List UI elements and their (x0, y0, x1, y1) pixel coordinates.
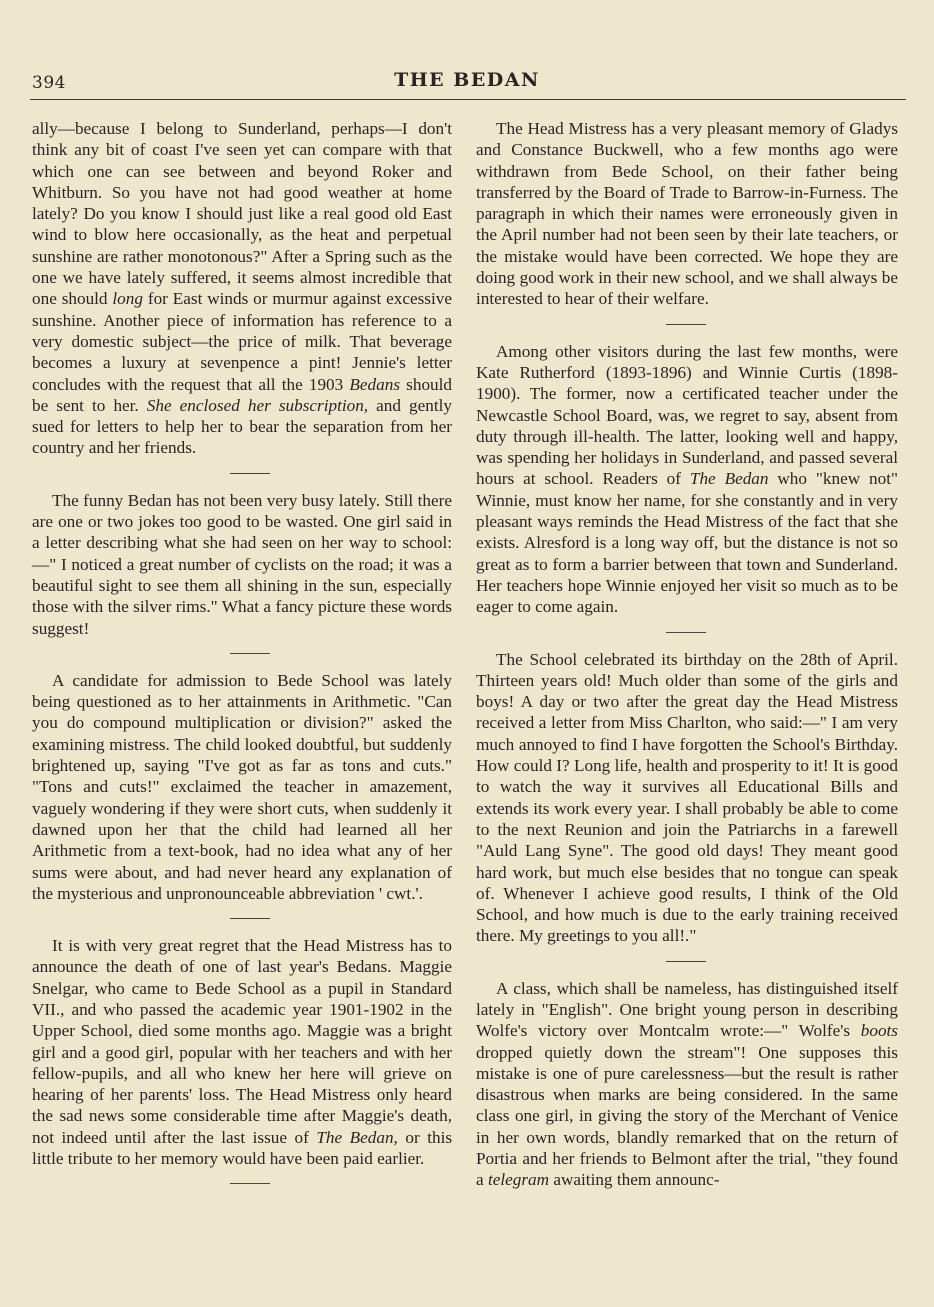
paragraph-tons-and-cuts: A candidate for admission to Bede School was lately being questioned as to her attainments in Arithmetic. "Can you do compound multiplication or division?" asked the examining mistress. The child looked doubtful, but suddenly brightened up, saying "I've got as far as tons and cuts." "Tons and cuts!" exclaimed the teacher in amazement, vaguely wondering if they were short cuts, when suddenly it dawned upon her that the child had learned all her Arithmetic from a text-book, had no idea what any of her sums were about, and had never heard any explanation of the mysterious and unpronounceable abbreviation ' cwt.'. (32, 670, 452, 903)
paragraph-obituary (32, 935, 452, 1169)
paragraph-text: or this little tribute to her memory would have been paid earlier. (32, 1127, 453, 1169)
section-separator (666, 324, 706, 325)
section-separator (230, 473, 270, 474)
paragraph-text: A class, which shall be nameless, has distinguished itself lately in "English". One bright young person in describing Wolfe's victory over Montcalm wrote:—" Wolfe's (476, 978, 898, 1041)
header-rule (30, 99, 906, 100)
paragraph-english-class (476, 978, 898, 1191)
italic-text: Bedans (349, 374, 401, 394)
paragraph-text: awaiting them announc- (553, 1170, 720, 1190)
left-column (32, 118, 452, 1200)
paragraph-school-birthday: The School celebrated its birthday on the 28th of April. Thirteen years old! Much older than some of the girls and boys! A day or two after the great day the Head Mistress received a letter from Miss Charlton, who said:—" I am very much annoyed to find I have forgotten the School's Birthday. How could I? Long life, health and prosperity to it! It is good to watch the way it survives all Educational Bills and extends its work every year. I shall probably be able to come to the next Reunion and join the Patriarchs in a farewell "Auld Lang Syne". The good old days! They meant good hard work, but much else besides that no tongue can speak of. Whenever I achieve good results, I think of the Old School, and how much is due to the early training received there. My greetings to you all!." (476, 649, 898, 946)
italic-text: The Bedan (689, 469, 769, 489)
italic-text: boots (860, 1021, 898, 1041)
paragraph-text: dropped quietly down the stream"! One supposes this mistake is one of pure carelessness—but the result is rather disastrous when marks are being considered. In the same class one girl, in giving the story of the Merchant of Venice in her own words, blandly remarked that on the return of Portia and her friends to Belmont after the trial, "they found a (476, 1042, 898, 1190)
paragraph-text: who "knew not" Winnie, must know her name, for she constantly and in very pleasant ways reminds the Head Mistress of the fact that she exists. Alresford is a long way off, but the distance is not so great as to form a barrier between that town and Sunderland. Her teachers hope Winnie enjoyed her visit so much as to be eager to come again. (476, 469, 898, 617)
right-column (476, 118, 898, 1191)
paragraph-text: ally—because I belong to Sunderland, perhaps—I don't think any bit of coast I've seen yet can compare with that which one can see between and beyond Roker and Whitburn. So you have not had good weather at home lately? Do you know I should just like a real good old East wind to blow here occasionally, as the heat and perpetual sunshine are rather monotonous?" After a Spring such as the one we have lately suffered, it seems almost incredible that one should (32, 119, 452, 309)
paragraph-jennie-letter (32, 118, 452, 459)
page-header (0, 0, 934, 100)
section-separator (230, 918, 270, 919)
section-separator (666, 632, 706, 633)
section-separator (230, 653, 270, 654)
paragraph-funny-bedan: The funny Bedan has not been very busy lately. Still there are one or two jokes too good to be wasted. One girl said in a letter describing what she had seen on her way to school:—" I noticed a great number of cyclists on the road; it was a beautiful sight to see them all shining in the sun, especially those with the silver rims." What a fancy picture these words suggest! (32, 490, 452, 638)
section-separator (230, 1183, 270, 1184)
paragraph-text: Among other visitors during the last few months, were Kate Rutherford (1893-1896) and Winnie Curtis (1898-1900). The former, now a certificated teacher under the Newcastle School Board, was, we regret to say, absent from duty through ill-health. The latter, looking well and happy, was spending her holidays in Sunderland, and passed several hours at school. Readers of (476, 341, 898, 489)
italic-text: She enclosed her subscription, (146, 395, 369, 415)
paragraph-text: for East winds or murmur against excessive sunshine. Another piece of information has reference to a very domestic subject—the price of milk. That beverage becomes a luxury at sevenpence a pint! Jennie's letter concludes with the request that all the 1903 (32, 289, 452, 394)
paragraph-buckwell: The Head Mistress has a very pleasant memory of Gladys and Constance Buckwell, who a few months ago were withdrawn from Bede School, on their father being transferred by the Board of Trade to Barrow-in-Furness. The paragraph in which their names were erroneously given in the April number had not been seen by their late teachers, or the mistake would have been corrected. We hope they are doing good work in their new school, and we shall always be interested to hear of their welfare. (476, 119, 898, 309)
paragraph-text: It is with very great regret that the Head Mistress has to announce the death of one of last year's Bedans. Maggie Snelgar, who came to Bede School as a pupil in Standard VII., and who passed the academic year 1901-1902 in the Upper School, died some months ago. Maggie was a bright girl and a good girl, popular with her teachers and with her fellow-pupils, and all who knew her here will grieve on hearing of her parents' loss. The Head Mistress only heard the sad news some considerable time after Maggie's death, not indeed until after the last issue of (32, 936, 452, 1147)
paragraph-text: should be sent to her. (32, 374, 453, 415)
paragraph-text: and gently sued for letters to help her to bear the separation from her country and her friends. (32, 395, 453, 458)
page-number: 394 (32, 73, 66, 93)
running-title: THE BEDAN (394, 69, 540, 91)
paragraph-visitors (476, 341, 898, 618)
section-separator (666, 961, 706, 962)
italic-text: long (112, 289, 143, 309)
italic-text: telegram (487, 1170, 550, 1190)
italic-text: The Bedan, (316, 1127, 398, 1147)
